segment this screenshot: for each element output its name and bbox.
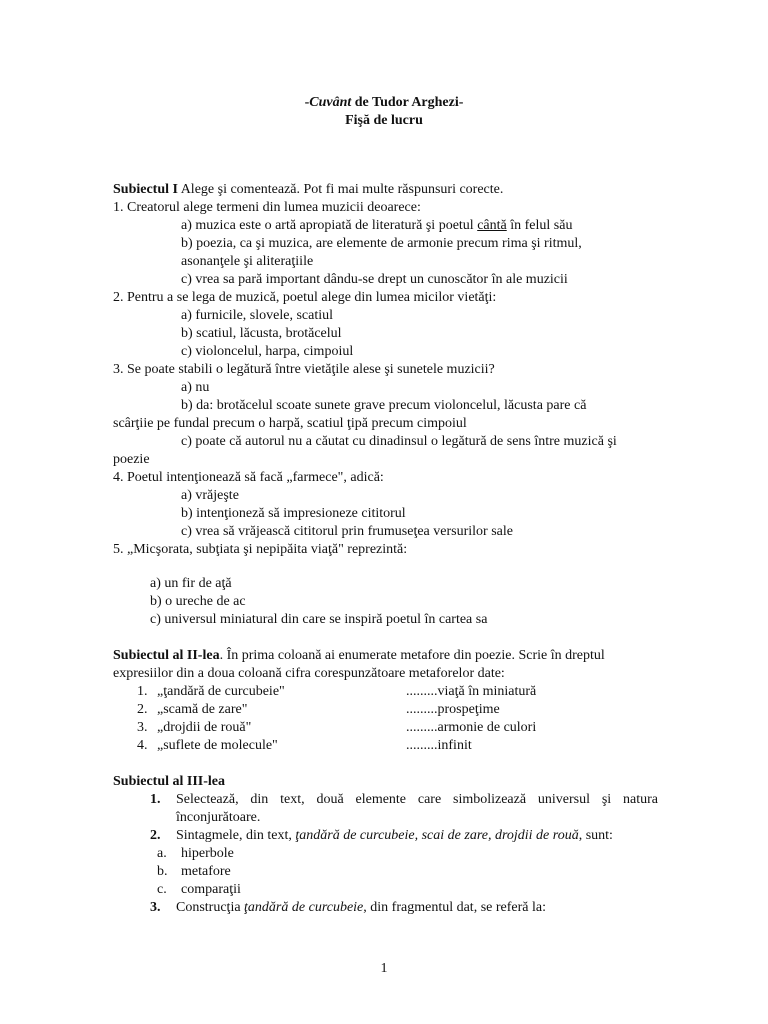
q4c: c) vrea să vrăjească cititorul prin frumuseţea versurilor sale [181,524,513,539]
q4b: b) intenţioneză să impresioneze cititorul [181,506,406,521]
s3-item-3-post: , din fragmentul dat, se referă la: [363,900,546,915]
q5a: a) un fir de aţă [150,576,232,591]
s3-item-2-text [176,827,613,845]
s2-row-right: .........prospeţime [406,702,500,717]
s3-item-3-italic: ţandără de curcubeie [244,900,364,915]
s3-item-1-text: Selectează, din text, două elemente care simbolizează universul şi natura înconjurătoare. [176,792,658,825]
s3-heading: Subiectul al III-lea [113,774,226,789]
q2c: c) violoncelul, harpa, cimpoiul [181,344,354,359]
document-title [0,94,768,130]
s2-heading: Subiectul al II-lea [113,648,220,663]
s3-item-2-italic: ţandără de curcubeie, scai de zare, drojdii de rouă [295,828,579,843]
s3-option-letter: c. [157,882,167,897]
s2-row-num: 2. [137,702,148,717]
s3-item-2-num: 2. [150,828,161,843]
s3-option-text: metafore [181,864,231,879]
title-prefix: - [304,95,310,110]
q3: 3. Se poate stabili o legătură între vietăţile alese şi sunetele muzicii? [113,362,495,377]
q4: 4. Poetul intenţionează să facă „farmece", adică: [113,470,384,485]
title-italic: Cuvânt [309,95,352,110]
s2-row-left: „drojdii de rouă" [157,720,252,735]
q1a-post: în felul său [506,218,573,233]
q5b: b) o ureche de ac [150,594,246,609]
s3-option-text: hiperbole [181,846,234,861]
q3b-line1: b) da: brotăcelul scoate sunete grave precum violoncelul, lăcusta pare că [181,398,587,413]
s3-item-3-text [176,899,546,917]
title-rest: de Tudor Arghezi- [351,95,464,110]
s1-heading-line [113,181,503,199]
q2a: a) furnicile, slovele, scatiul [181,308,333,323]
s2-intro-2: expresiilor din a doua coloană cifra corespunzătoare metaforelor date: [113,666,505,681]
s2-row-right: .........viaţă în miniatură [406,684,537,699]
s2-heading-line [113,647,605,665]
s2-row-left: „ţandără de curcubeie" [157,684,285,699]
q1a [181,217,572,235]
s3-option-letter: a. [157,846,167,861]
subtitle: Fişă de lucru [345,113,423,128]
s2-row-num: 1. [137,684,148,699]
s2-row-num: 4. [137,738,148,753]
s3-option-letter: b. [157,864,168,879]
s2-row-num: 3. [137,720,148,735]
s3-item-2-pre: Sintagmele, din text, [176,828,296,843]
q4a: a) vrăjeşte [181,488,239,503]
q3c-line1: c) poate că autorul nu a căutat cu dinadinsul o legătură de sens între muzică şi [181,434,617,449]
q1a-underlined: cântă [477,218,507,233]
s1-heading: Subiectul I [113,182,178,197]
s3-item-1-num: 1. [150,792,161,807]
s3-item-2-post: , sunt: [578,828,613,843]
q1: 1. Creatorul alege termeni din lumea muzicii deoarece: [113,200,421,215]
s2-row-right: .........armonie de culori [406,720,537,735]
q2b: b) scatiul, lăcusta, brotăcelul [181,326,342,341]
s2-intro-1: . În prima coloană ai enumerate metafore din poezie. Scrie în dreptul [219,648,605,663]
q1a-pre: a) muzica este o artă apropiată de literatură şi poetul [181,218,478,233]
q5: 5. „Micşorata, subţiata şi nepipăita viaţă" reprezintă: [113,542,408,557]
q1b-line1: b) poezia, ca şi muzica, are elemente de armonie precum rima şi ritmul, [181,236,582,251]
title-line [0,94,768,112]
s3-option-text: comparaţii [181,882,241,897]
s3-item-3-pre: Construcţia [176,900,245,915]
q1b-line2: asonanţele şi aliteraţiile [181,254,314,269]
s2-row-left: „scamă de zare" [157,702,248,717]
q5c: c) universul miniatural din care se inspiră poetul în cartea sa [150,612,488,627]
s1-instruction: Alege şi comentează. Pot fi mai multe răspunsuri corecte. [177,182,504,197]
q3c-line2: poezie [113,452,150,467]
s2-row-left: „suflete de molecule" [157,738,278,753]
s3-item-3-num: 3. [150,900,161,915]
q3b-line2: scârţiie pe fundal precum o harpă, scatiul ţipă precum cimpoiul [113,416,467,431]
q3a: a) nu [181,380,210,395]
q2: 2. Pentru a se lega de muzică, poetul alege din lumea micilor vietăţi: [113,290,497,305]
page-number: 1 [380,961,388,976]
s2-row-right: .........infinit [406,738,472,753]
q1c: c) vrea sa pară important dându-se drept un cunoscător în ale muzicii [181,272,568,287]
